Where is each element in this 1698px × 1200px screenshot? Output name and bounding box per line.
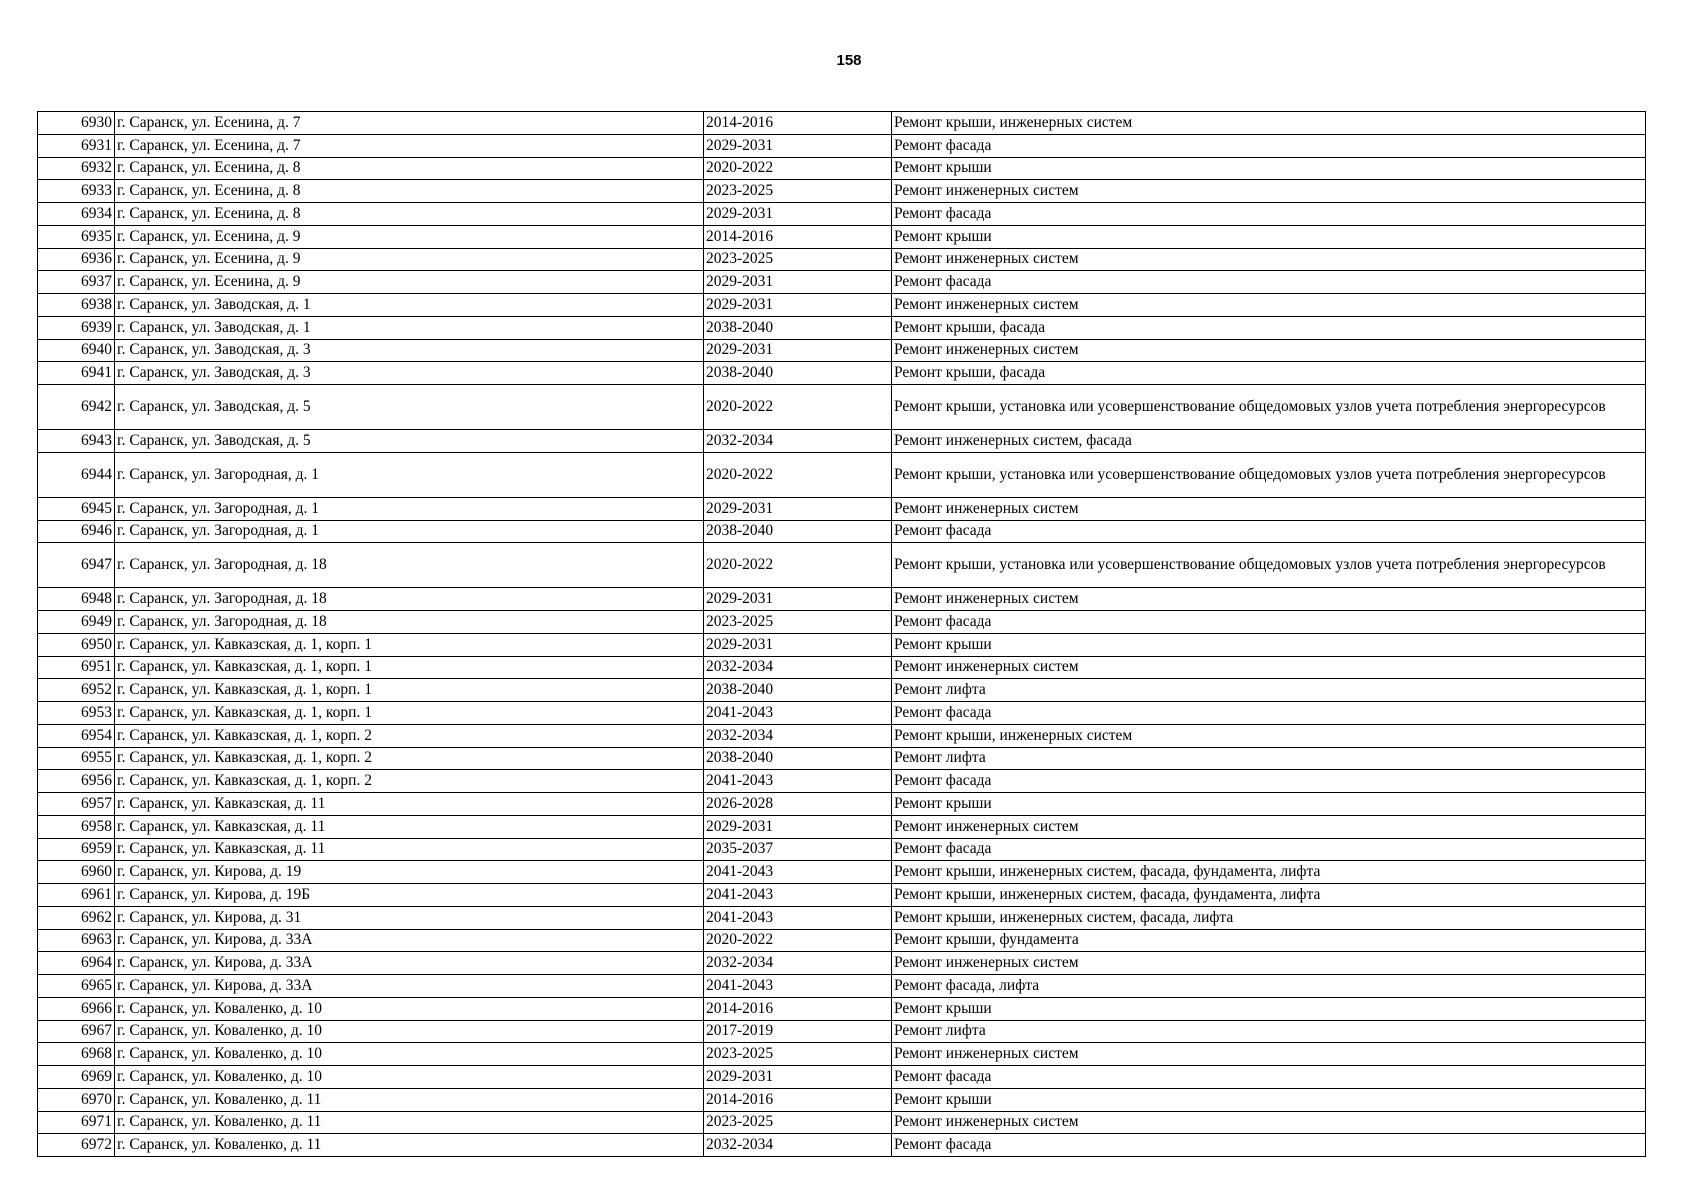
record-number-cell: 6942 — [38, 385, 115, 430]
record-number-cell: 6931 — [38, 134, 115, 157]
table-row — [38, 316, 1646, 339]
work-type-cell: Ремонт крыши — [892, 997, 1646, 1020]
table-row — [38, 611, 1646, 634]
address-cell: г. Саранск, ул. Есенина, д. 9 — [115, 248, 704, 271]
work-type-cell: Ремонт фасада — [892, 1066, 1646, 1089]
record-number-cell: 6938 — [38, 294, 115, 317]
table-row — [38, 861, 1646, 884]
period-cell: 2023-2025 — [704, 180, 892, 203]
address-cell: г. Саранск, ул. Кавказская, д. 1, корп. 1 — [115, 656, 704, 679]
work-type-cell: Ремонт крыши — [892, 793, 1646, 816]
record-number-cell: 6939 — [38, 316, 115, 339]
period-cell: 2038-2040 — [704, 520, 892, 543]
table-row — [38, 112, 1646, 135]
address-cell: г. Саранск, ул. Кирова, д. 33А — [115, 929, 704, 952]
record-number-cell: 6933 — [38, 180, 115, 203]
address-cell: г. Саранск, ул. Кавказская, д. 11 — [115, 838, 704, 861]
record-number-cell: 6958 — [38, 815, 115, 838]
period-cell: 2023-2025 — [704, 611, 892, 634]
period-cell: 2026-2028 — [704, 793, 892, 816]
work-type-cell: Ремонт фасада — [892, 271, 1646, 294]
work-type-cell: Ремонт инженерных систем — [892, 815, 1646, 838]
work-type-cell: Ремонт лифта — [892, 1020, 1646, 1043]
period-cell: 2020-2022 — [704, 157, 892, 180]
period-cell: 2041-2043 — [704, 975, 892, 998]
address-cell: г. Саранск, ул. Есенина, д. 9 — [115, 271, 704, 294]
table-row — [38, 1088, 1646, 1111]
period-cell: 2020-2022 — [704, 452, 892, 497]
record-number-cell: 6934 — [38, 203, 115, 226]
address-cell: г. Саранск, ул. Коваленко, д. 10 — [115, 1043, 704, 1066]
record-number-cell: 6952 — [38, 679, 115, 702]
period-cell: 2014-2016 — [704, 112, 892, 135]
table-row — [38, 362, 1646, 385]
period-cell: 2041-2043 — [704, 861, 892, 884]
work-type-cell: Ремонт крыши, фундамента — [892, 929, 1646, 952]
address-cell: г. Саранск, ул. Загородная, д. 1 — [115, 452, 704, 497]
address-cell: г. Саранск, ул. Есенина, д. 9 — [115, 225, 704, 248]
record-number-cell: 6966 — [38, 997, 115, 1020]
address-cell: г. Саранск, ул. Заводская, д. 3 — [115, 362, 704, 385]
table-row — [38, 452, 1646, 497]
period-cell: 2038-2040 — [704, 316, 892, 339]
work-type-cell: Ремонт лифта — [892, 747, 1646, 770]
table-row — [38, 134, 1646, 157]
record-number-cell: 6932 — [38, 157, 115, 180]
table-row — [38, 702, 1646, 725]
record-number-cell: 6945 — [38, 497, 115, 520]
address-cell: г. Саранск, ул. Коваленко, д. 10 — [115, 1020, 704, 1043]
work-type-cell: Ремонт крыши, инженерных систем, фасада, фундамента, лифта — [892, 861, 1646, 884]
work-type-cell: Ремонт инженерных систем — [892, 952, 1646, 975]
work-type-cell: Ремонт крыши — [892, 225, 1646, 248]
address-cell: г. Саранск, ул. Заводская, д. 1 — [115, 294, 704, 317]
work-type-cell: Ремонт фасада — [892, 770, 1646, 793]
address-cell: г. Саранск, ул. Кирова, д. 19Б — [115, 884, 704, 907]
record-number-cell: 6964 — [38, 952, 115, 975]
period-cell: 2032-2034 — [704, 656, 892, 679]
address-cell: г. Саранск, ул. Кавказская, д. 1, корп. 2 — [115, 770, 704, 793]
work-type-cell: Ремонт крыши — [892, 633, 1646, 656]
table-row — [38, 1134, 1646, 1157]
work-type-cell: Ремонт инженерных систем — [892, 588, 1646, 611]
period-cell: 2032-2034 — [704, 1134, 892, 1157]
period-cell: 2038-2040 — [704, 362, 892, 385]
table-row — [38, 724, 1646, 747]
table-row — [38, 747, 1646, 770]
record-number-cell: 6948 — [38, 588, 115, 611]
record-number-cell: 6972 — [38, 1134, 115, 1157]
table-row — [38, 430, 1646, 453]
address-cell: г. Саранск, ул. Кавказская, д. 1, корп. 2 — [115, 747, 704, 770]
table-row — [38, 1066, 1646, 1089]
table-row — [38, 906, 1646, 929]
period-cell: 2014-2016 — [704, 997, 892, 1020]
table-row — [38, 1111, 1646, 1134]
address-cell: г. Саранск, ул. Есенина, д. 8 — [115, 203, 704, 226]
record-number-cell: 6970 — [38, 1088, 115, 1111]
period-cell: 2029-2031 — [704, 588, 892, 611]
address-cell: г. Саранск, ул. Кавказская, д. 1, корп. 2 — [115, 724, 704, 747]
record-number-cell: 6949 — [38, 611, 115, 634]
address-cell: г. Саранск, ул. Заводская, д. 5 — [115, 385, 704, 430]
record-number-cell: 6957 — [38, 793, 115, 816]
address-cell: г. Саранск, ул. Кирова, д. 31 — [115, 906, 704, 929]
address-cell: г. Саранск, ул. Кавказская, д. 1, корп. 1 — [115, 679, 704, 702]
record-number-cell: 6955 — [38, 747, 115, 770]
record-number-cell: 6930 — [38, 112, 115, 135]
period-cell: 2035-2037 — [704, 838, 892, 861]
table-row — [38, 203, 1646, 226]
record-number-cell: 6959 — [38, 838, 115, 861]
period-cell: 2023-2025 — [704, 1111, 892, 1134]
work-type-cell: Ремонт крыши, фасада — [892, 362, 1646, 385]
address-cell: г. Саранск, ул. Загородная, д. 18 — [115, 588, 704, 611]
record-number-cell: 6935 — [38, 225, 115, 248]
address-cell: г. Саранск, ул. Кавказская, д. 1, корп. 1 — [115, 633, 704, 656]
address-cell: г. Саранск, ул. Есенина, д. 7 — [115, 112, 704, 135]
work-type-cell: Ремонт крыши, установка или усовершенствование общедомовых узлов учета потребления энергоресурсов — [892, 543, 1646, 588]
work-type-cell: Ремонт крыши, инженерных систем, фасада, лифта — [892, 906, 1646, 929]
table-row — [38, 770, 1646, 793]
record-number-cell: 6940 — [38, 339, 115, 362]
period-cell: 2029-2031 — [704, 815, 892, 838]
period-cell: 2041-2043 — [704, 906, 892, 929]
record-number-cell: 6937 — [38, 271, 115, 294]
work-type-cell: Ремонт инженерных систем — [892, 1043, 1646, 1066]
record-number-cell: 6963 — [38, 929, 115, 952]
period-cell: 2014-2016 — [704, 1088, 892, 1111]
work-type-cell: Ремонт лифта — [892, 679, 1646, 702]
record-number-cell: 6969 — [38, 1066, 115, 1089]
work-type-cell: Ремонт крыши — [892, 1088, 1646, 1111]
work-type-cell: Ремонт крыши — [892, 157, 1646, 180]
work-type-cell: Ремонт инженерных систем — [892, 248, 1646, 271]
period-cell: 2032-2034 — [704, 430, 892, 453]
period-cell: 2017-2019 — [704, 1020, 892, 1043]
address-cell: г. Саранск, ул. Есенина, д. 7 — [115, 134, 704, 157]
table-row — [38, 997, 1646, 1020]
period-cell: 2029-2031 — [704, 633, 892, 656]
table-row — [38, 157, 1646, 180]
record-number-cell: 6956 — [38, 770, 115, 793]
table-row — [38, 385, 1646, 430]
table-row — [38, 1043, 1646, 1066]
record-number-cell: 6953 — [38, 702, 115, 725]
table-row — [38, 180, 1646, 203]
table-row — [38, 225, 1646, 248]
record-number-cell: 6954 — [38, 724, 115, 747]
address-cell: г. Саранск, ул. Кавказская, д. 1, корп. 1 — [115, 702, 704, 725]
table-row — [38, 793, 1646, 816]
work-type-cell: Ремонт крыши, инженерных систем, фасада, фундамента, лифта — [892, 884, 1646, 907]
table-row — [38, 884, 1646, 907]
work-type-cell: Ремонт фасада — [892, 134, 1646, 157]
period-cell: 2029-2031 — [704, 203, 892, 226]
table-row — [38, 975, 1646, 998]
period-cell: 2020-2022 — [704, 543, 892, 588]
record-number-cell: 6936 — [38, 248, 115, 271]
address-cell: г. Саранск, ул. Кирова, д. 19 — [115, 861, 704, 884]
period-cell: 2041-2043 — [704, 702, 892, 725]
work-type-cell: Ремонт фасада — [892, 1134, 1646, 1157]
work-type-cell: Ремонт крыши, фасада — [892, 316, 1646, 339]
table-row — [38, 339, 1646, 362]
table-row — [38, 929, 1646, 952]
table-row — [38, 543, 1646, 588]
period-cell: 2029-2031 — [704, 294, 892, 317]
table-row — [38, 1020, 1646, 1043]
period-cell: 2032-2034 — [704, 952, 892, 975]
work-type-cell: Ремонт инженерных систем — [892, 656, 1646, 679]
table-row — [38, 248, 1646, 271]
work-type-cell: Ремонт крыши, установка или усовершенствование общедомовых узлов учета потребления энергоресурсов — [892, 452, 1646, 497]
record-number-cell: 6947 — [38, 543, 115, 588]
period-cell: 2032-2034 — [704, 724, 892, 747]
table-row — [38, 679, 1646, 702]
page-number: 158 — [836, 52, 862, 69]
table-row — [38, 838, 1646, 861]
address-cell: г. Саранск, ул. Загородная, д. 1 — [115, 497, 704, 520]
period-cell: 2023-2025 — [704, 248, 892, 271]
period-cell: 2038-2040 — [704, 747, 892, 770]
table-body — [38, 112, 1646, 1157]
table-row — [38, 952, 1646, 975]
address-cell: г. Саранск, ул. Есенина, д. 8 — [115, 157, 704, 180]
address-cell: г. Саранск, ул. Коваленко, д. 11 — [115, 1111, 704, 1134]
period-cell: 2029-2031 — [704, 1066, 892, 1089]
period-cell: 2029-2031 — [704, 497, 892, 520]
address-cell: г. Саранск, ул. Коваленко, д. 10 — [115, 1066, 704, 1089]
work-type-cell: Ремонт фасада — [892, 838, 1646, 861]
record-number-cell: 6971 — [38, 1111, 115, 1134]
period-cell: 2029-2031 — [704, 134, 892, 157]
period-cell: 2020-2022 — [704, 385, 892, 430]
record-number-cell: 6960 — [38, 861, 115, 884]
address-cell: г. Саранск, ул. Заводская, д. 1 — [115, 316, 704, 339]
record-number-cell: 6962 — [38, 906, 115, 929]
period-cell: 2038-2040 — [704, 679, 892, 702]
work-type-cell: Ремонт фасада, лифта — [892, 975, 1646, 998]
table-row — [38, 271, 1646, 294]
work-type-cell: Ремонт инженерных систем — [892, 339, 1646, 362]
table-row — [38, 497, 1646, 520]
address-cell: г. Саранск, ул. Заводская, д. 3 — [115, 339, 704, 362]
address-cell: г. Саранск, ул. Загородная, д. 18 — [115, 611, 704, 634]
record-number-cell: 6967 — [38, 1020, 115, 1043]
address-cell: г. Саранск, ул. Коваленко, д. 11 — [115, 1088, 704, 1111]
work-type-cell: Ремонт фасада — [892, 611, 1646, 634]
address-cell: г. Саранск, ул. Загородная, д. 18 — [115, 543, 704, 588]
record-number-cell: 6944 — [38, 452, 115, 497]
address-cell: г. Саранск, ул. Есенина, д. 8 — [115, 180, 704, 203]
record-number-cell: 6965 — [38, 975, 115, 998]
period-cell: 2020-2022 — [704, 929, 892, 952]
period-cell: 2014-2016 — [704, 225, 892, 248]
work-type-cell: Ремонт крыши, установка или усовершенствование общедомовых узлов учета потребления энергоресурсов — [892, 385, 1646, 430]
address-cell: г. Саранск, ул. Коваленко, д. 11 — [115, 1134, 704, 1157]
record-number-cell: 6941 — [38, 362, 115, 385]
work-type-cell: Ремонт фасада — [892, 520, 1646, 543]
period-cell: 2029-2031 — [704, 339, 892, 362]
address-cell: г. Саранск, ул. Кирова, д. 33А — [115, 975, 704, 998]
work-type-cell: Ремонт крыши, инженерных систем — [892, 112, 1646, 135]
address-cell: г. Саранск, ул. Кавказская, д. 11 — [115, 815, 704, 838]
period-cell: 2041-2043 — [704, 884, 892, 907]
record-number-cell: 6961 — [38, 884, 115, 907]
work-type-cell: Ремонт инженерных систем — [892, 1111, 1646, 1134]
address-cell: г. Саранск, ул. Кирова, д. 33А — [115, 952, 704, 975]
table-row — [38, 520, 1646, 543]
address-cell: г. Саранск, ул. Загородная, д. 1 — [115, 520, 704, 543]
work-type-cell: Ремонт инженерных систем — [892, 180, 1646, 203]
work-type-cell: Ремонт инженерных систем — [892, 294, 1646, 317]
address-cell: г. Саранск, ул. Заводская, д. 5 — [115, 430, 704, 453]
address-cell: г. Саранск, ул. Коваленко, д. 10 — [115, 997, 704, 1020]
repair-schedule-table — [37, 111, 1646, 1157]
table-row — [38, 656, 1646, 679]
work-type-cell: Ремонт фасада — [892, 702, 1646, 725]
table-row — [38, 815, 1646, 838]
address-cell: г. Саранск, ул. Кавказская, д. 11 — [115, 793, 704, 816]
work-type-cell: Ремонт крыши, инженерных систем — [892, 724, 1646, 747]
period-cell: 2029-2031 — [704, 271, 892, 294]
period-cell: 2041-2043 — [704, 770, 892, 793]
record-number-cell: 6946 — [38, 520, 115, 543]
period-cell: 2023-2025 — [704, 1043, 892, 1066]
record-number-cell: 6968 — [38, 1043, 115, 1066]
table-row — [38, 633, 1646, 656]
table-row — [38, 294, 1646, 317]
record-number-cell: 6943 — [38, 430, 115, 453]
table-row — [38, 588, 1646, 611]
work-type-cell: Ремонт фасада — [892, 203, 1646, 226]
record-number-cell: 6950 — [38, 633, 115, 656]
work-type-cell: Ремонт инженерных систем — [892, 497, 1646, 520]
record-number-cell: 6951 — [38, 656, 115, 679]
work-type-cell: Ремонт инженерных систем, фасада — [892, 430, 1646, 453]
